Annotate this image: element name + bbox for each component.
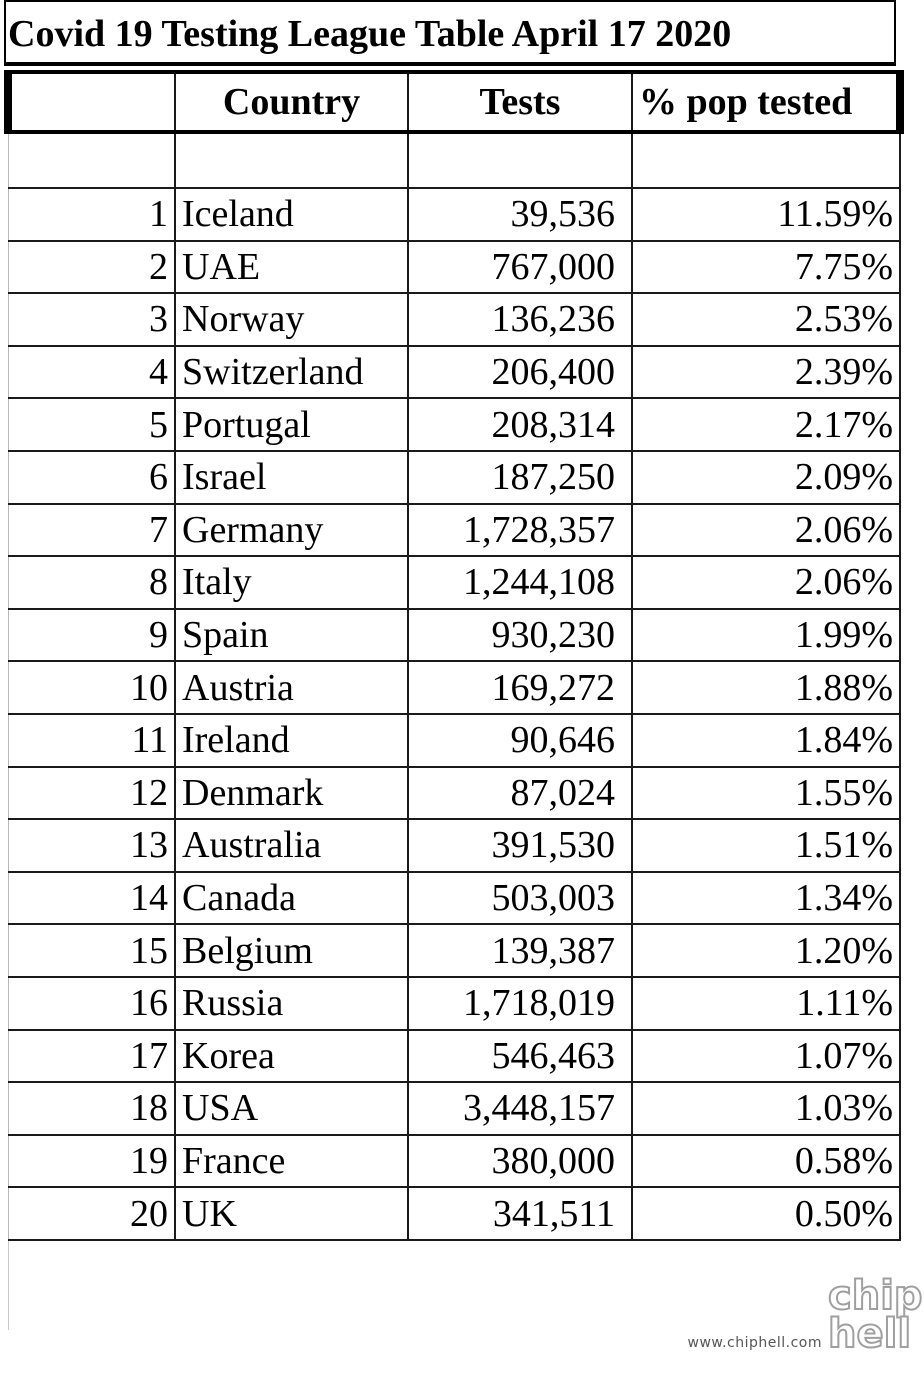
- table-row: [8, 767, 900, 820]
- header-row: [8, 72, 900, 132]
- table-row: [8, 504, 900, 557]
- pct-cell[interactable]: 7.75%: [632, 241, 900, 294]
- country-cell[interactable]: Ireland: [175, 714, 408, 767]
- table-body: [8, 132, 900, 1240]
- country-cell[interactable]: Spain: [175, 609, 408, 662]
- pct-cell[interactable]: 2.06%: [632, 556, 900, 609]
- table-row: [8, 872, 900, 925]
- blank-row: [8, 132, 900, 188]
- rank-cell[interactable]: 19: [8, 1135, 175, 1188]
- rank-cell[interactable]: 13: [8, 819, 175, 872]
- pct-cell[interactable]: 1.99%: [632, 609, 900, 662]
- country-cell[interactable]: France: [175, 1135, 408, 1188]
- pct-cell[interactable]: 1.07%: [632, 1030, 900, 1083]
- country-cell[interactable]: Australia: [175, 819, 408, 872]
- table-row: [8, 714, 900, 767]
- rank-cell[interactable]: 5: [8, 398, 175, 451]
- country-cell[interactable]: Switzerland: [175, 346, 408, 399]
- country-cell[interactable]: Iceland: [175, 188, 408, 241]
- country-cell[interactable]: UK: [175, 1187, 408, 1240]
- tests-cell[interactable]: 136,236: [408, 293, 632, 346]
- blank-cell[interactable]: [632, 132, 900, 188]
- tests-cell[interactable]: 391,530: [408, 819, 632, 872]
- country-cell[interactable]: Korea: [175, 1030, 408, 1083]
- table-row: [8, 609, 900, 662]
- pct-cell[interactable]: 0.58%: [632, 1135, 900, 1188]
- tests-cell[interactable]: 1,244,108: [408, 556, 632, 609]
- tests-cell[interactable]: 1,718,019: [408, 977, 632, 1030]
- pct-cell[interactable]: 1.88%: [632, 661, 900, 714]
- rank-cell[interactable]: 2: [8, 241, 175, 294]
- table-row: [8, 398, 900, 451]
- tests-cell[interactable]: 208,314: [408, 398, 632, 451]
- rank-cell[interactable]: 1: [8, 188, 175, 241]
- header-country[interactable]: Country: [175, 72, 408, 132]
- country-cell[interactable]: Russia: [175, 977, 408, 1030]
- watermark-logo: chip hell: [828, 1273, 923, 1357]
- league-table-container: [4, 70, 896, 1241]
- table-row: [8, 1135, 900, 1188]
- table-row: [8, 1082, 900, 1135]
- rank-cell[interactable]: 7: [8, 504, 175, 557]
- rank-cell[interactable]: 10: [8, 661, 175, 714]
- pct-cell[interactable]: 0.50%: [632, 1187, 900, 1240]
- tests-cell[interactable]: 139,387: [408, 924, 632, 977]
- tests-cell[interactable]: 169,272: [408, 661, 632, 714]
- table-row: [8, 661, 900, 714]
- rank-cell[interactable]: 9: [8, 609, 175, 662]
- country-cell[interactable]: Canada: [175, 872, 408, 925]
- header-pct[interactable]: % pop tested: [632, 72, 900, 132]
- rank-cell[interactable]: 12: [8, 767, 175, 820]
- pct-cell[interactable]: 2.06%: [632, 504, 900, 557]
- rank-cell[interactable]: 6: [8, 451, 175, 504]
- pct-cell[interactable]: 2.53%: [632, 293, 900, 346]
- tests-cell[interactable]: 767,000: [408, 241, 632, 294]
- country-cell[interactable]: Israel: [175, 451, 408, 504]
- table-title: Covid 19 Testing League Table April 17 2020: [8, 13, 732, 55]
- rank-cell[interactable]: 15: [8, 924, 175, 977]
- tests-cell[interactable]: 503,003: [408, 872, 632, 925]
- pct-cell[interactable]: 1.84%: [632, 714, 900, 767]
- tests-cell[interactable]: 206,400: [408, 346, 632, 399]
- pct-cell[interactable]: 1.34%: [632, 872, 900, 925]
- pct-cell[interactable]: 2.39%: [632, 346, 900, 399]
- tests-cell[interactable]: 380,000: [408, 1135, 632, 1188]
- tests-cell[interactable]: 930,230: [408, 609, 632, 662]
- table-row: [8, 451, 900, 504]
- watermark: [687, 1273, 923, 1357]
- rank-cell[interactable]: 18: [8, 1082, 175, 1135]
- pct-cell[interactable]: 11.59%: [632, 188, 900, 241]
- country-cell[interactable]: Portugal: [175, 398, 408, 451]
- pct-cell[interactable]: 1.55%: [632, 767, 900, 820]
- blank-cell[interactable]: [408, 132, 632, 188]
- country-cell[interactable]: Norway: [175, 293, 408, 346]
- tests-cell[interactable]: 3,448,157: [408, 1082, 632, 1135]
- pct-cell[interactable]: 1.11%: [632, 977, 900, 1030]
- watermark-url: www.chiphell.com: [687, 1335, 822, 1351]
- rank-cell[interactable]: 11: [8, 714, 175, 767]
- rank-cell[interactable]: 4: [8, 346, 175, 399]
- pct-cell[interactable]: 2.17%: [632, 398, 900, 451]
- rank-cell[interactable]: 8: [8, 556, 175, 609]
- tests-cell[interactable]: 546,463: [408, 1030, 632, 1083]
- country-cell[interactable]: Belgium: [175, 924, 408, 977]
- table-row: [8, 924, 900, 977]
- rank-cell[interactable]: 3: [8, 293, 175, 346]
- table-row: [8, 977, 900, 1030]
- pct-cell[interactable]: 1.51%: [632, 819, 900, 872]
- title-cell[interactable]: [4, 0, 896, 66]
- country-cell[interactable]: Denmark: [175, 767, 408, 820]
- pct-cell[interactable]: 1.20%: [632, 924, 900, 977]
- blank-cell[interactable]: [8, 132, 175, 188]
- tests-cell[interactable]: 1,728,357: [408, 504, 632, 557]
- header-tests[interactable]: Tests: [408, 72, 632, 132]
- table-row: [8, 346, 900, 399]
- league-table: [4, 70, 904, 1241]
- tests-cell[interactable]: 187,250: [408, 451, 632, 504]
- tests-cell[interactable]: 87,024: [408, 767, 632, 820]
- country-cell[interactable]: Germany: [175, 504, 408, 557]
- country-cell[interactable]: Italy: [175, 556, 408, 609]
- country-cell[interactable]: Austria: [175, 661, 408, 714]
- rank-cell[interactable]: 20: [8, 1187, 175, 1240]
- rank-cell[interactable]: 16: [8, 977, 175, 1030]
- header-rank[interactable]: [8, 72, 175, 132]
- table-row: [8, 293, 900, 346]
- rank-cell[interactable]: 17: [8, 1030, 175, 1083]
- tests-cell[interactable]: 39,536: [408, 188, 632, 241]
- rank-cell[interactable]: 14: [8, 872, 175, 925]
- tests-cell[interactable]: 90,646: [408, 714, 632, 767]
- tests-cell[interactable]: 341,511: [408, 1187, 632, 1240]
- pct-cell[interactable]: 1.03%: [632, 1082, 900, 1135]
- table-row: [8, 1030, 900, 1083]
- pct-cell[interactable]: 2.09%: [632, 451, 900, 504]
- blank-cell[interactable]: [175, 132, 408, 188]
- table-row: [8, 556, 900, 609]
- table-row: [8, 1187, 900, 1240]
- country-cell[interactable]: USA: [175, 1082, 408, 1135]
- table-row: [8, 819, 900, 872]
- table-row: [8, 241, 900, 294]
- country-cell[interactable]: UAE: [175, 241, 408, 294]
- table-row: [8, 188, 900, 241]
